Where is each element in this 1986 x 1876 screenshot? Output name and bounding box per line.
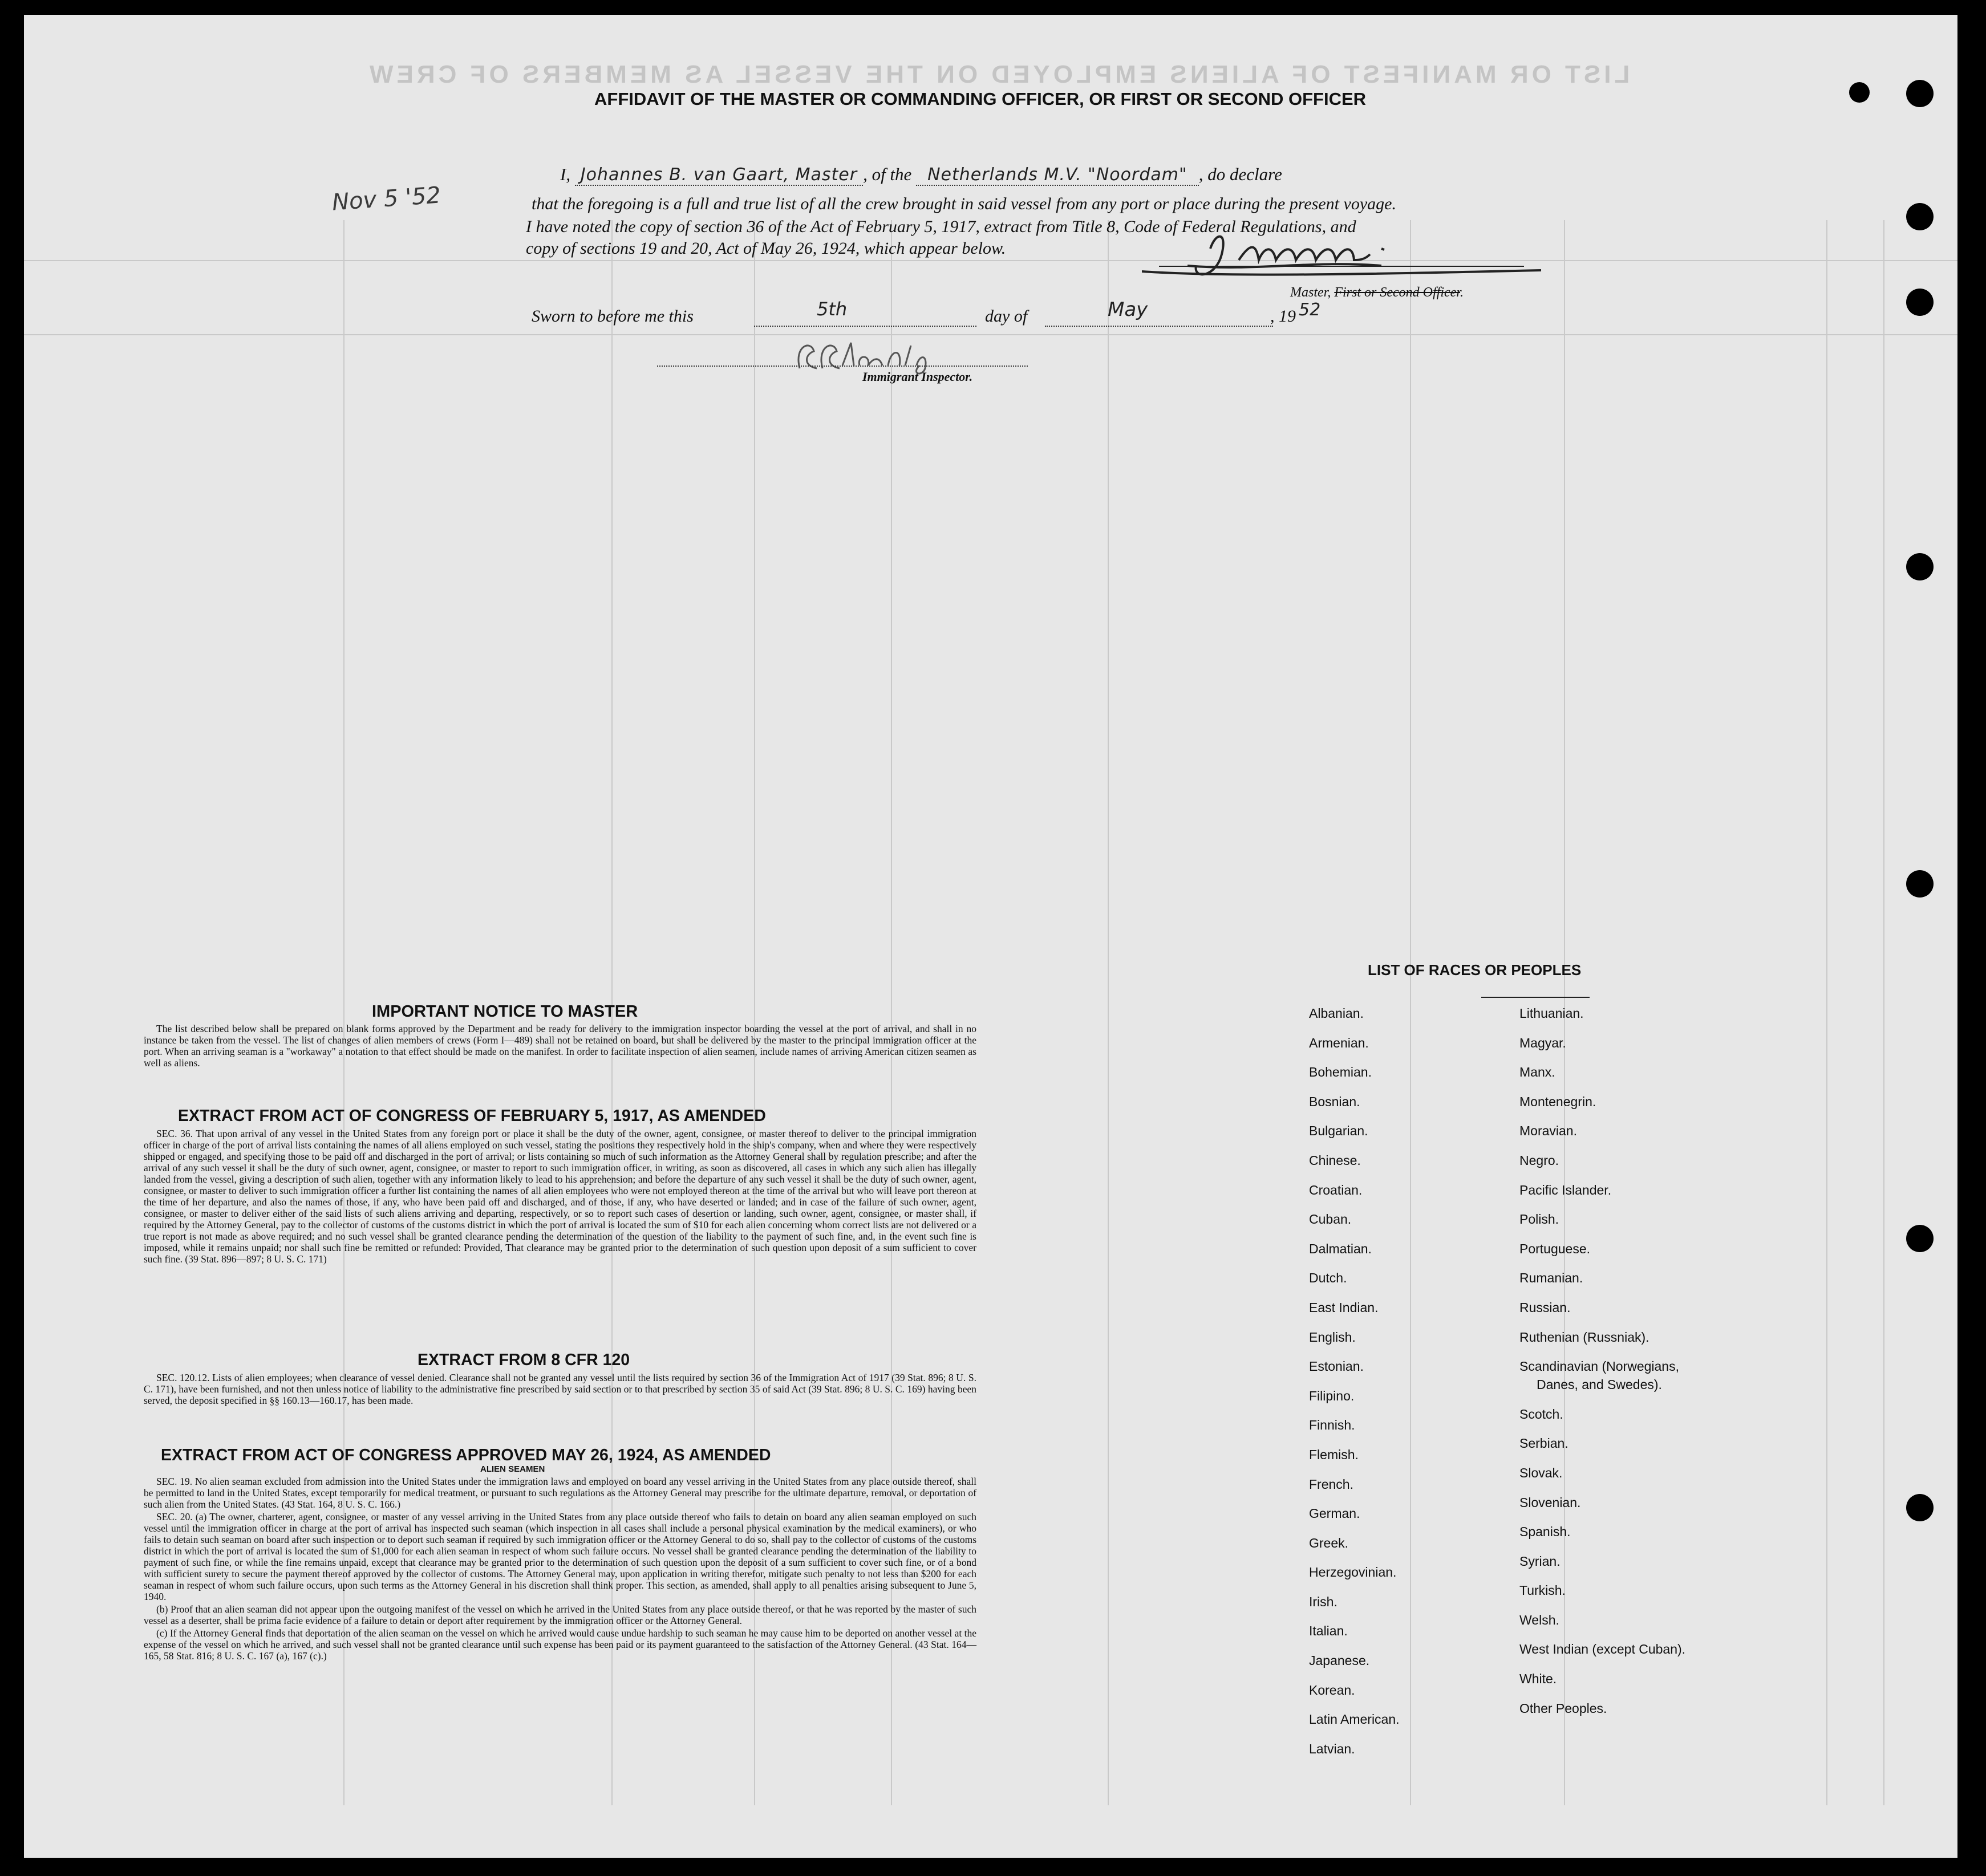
punch-hole bbox=[1906, 553, 1934, 580]
race-item: Bohemian. bbox=[1309, 1065, 1372, 1080]
reverse-bleed-column bbox=[1826, 220, 1827, 1805]
race-item: Scandinavian (Norwegians, bbox=[1519, 1359, 1679, 1374]
race-item: Rumanian. bbox=[1519, 1270, 1583, 1286]
race-item: Negro. bbox=[1519, 1152, 1559, 1168]
affidavit-title: AFFIDAVIT OF THE MASTER OR COMMANDING OFFICER, OR FIRST OR SECOND OFFICER bbox=[594, 89, 1367, 109]
race-item: Serbian. bbox=[1519, 1436, 1568, 1451]
notice-text: The list described below shall be prepared on blank forms approved by the Department and be ready for delivery to the immigration inspector boarding the vessel at the port of arrival, and shall in no instance be taken from the vessel. The list of changes of alien members of crews (Form I—489) shall not be retained on board, but shall be delivered by the master to the principal immigration officer at the port. When an arriving seaman is a "workaway" a notation to that effect should be made on the manifest. In order to facilitate inspection of alien seamen, include names of arriving American citizen seamen as well as aliens. bbox=[144, 1023, 976, 1069]
race-item: West Indian (except Cuban). bbox=[1519, 1642, 1686, 1657]
extract-cfr-title: EXTRACT FROM 8 CFR 120 bbox=[418, 1351, 630, 1369]
vessel-name: Netherlands M.V. "Noordam" bbox=[916, 165, 1199, 186]
signature-caption: Master, First or Second Officer. bbox=[1290, 285, 1464, 300]
race-item: Korean. bbox=[1309, 1682, 1355, 1698]
extract-1917-text: SEC. 36. That upon arrival of any vessel in the United States from any foreign port or place it shall be the duty of the owner, agent, consignee, or master thereof to deliver to the principal immigration officer in charge of the port of arrival lists containing the names of all aliens employed on such vessel, stating the positions they respectively hold in the ship's company, when and where they were respectively shipped or engaged, and specifying those to be paid off and discharged in the port of arrival; or lists containing so much of such information as the Attorney General shall by regulation prescribe; and after the arrival of any such vessel it shall be the duty of such owner, agent, consignee, or master to report to such immigration officer, in writing, as soon as discovered, all cases in which any such alien has illegally landed from the vessel, giving a description of such alien, together with any information likely to lead to his apprehension; and before the departure of any such vessel it shall be the duty of such owner, agent, consignee, or master to deliver to such immigration officer a further list containing the names of all alien employees who were not employed thereon at the time of the arrival but who will leave port thereon at the time of her departure, and also the names of those, if any, who have been paid off and discharged, and of those, if any, who have deserted or landed; and in case of the failure of such owner, agent, consignee, or master to deliver either of the said lists of such aliens arriving and departing, respectively, or so to report such cases of desertion or landing, such owner, agent, consignee, or master shall, if required by the Attorney General, pay to the collector of customs of the customs district in which the port of arrival is located the sum of $10 for each alien concerning whom correct lists are not delivered or a true report is not made as above required; and no such vessel shall be granted clearance pending the determination of the question of the liability to the payment of such fine, and, in the event such fine is imposed, while it remains unpaid; nor shall such fine be remitted or refunded: Provided, That clearance may be granted prior to the determination of such question upon deposit of a sum sufficient to cover such fine. (39 Stat. 896—897; 8 U. S. C. 171) bbox=[144, 1128, 976, 1265]
race-item: Russian. bbox=[1519, 1300, 1571, 1315]
inspector-caption: Immigrant Inspector. bbox=[862, 369, 973, 384]
sworn-month-line bbox=[1045, 326, 1273, 327]
race-item: Moravian. bbox=[1519, 1123, 1577, 1139]
extract-1924-subtitle: ALIEN SEAMEN bbox=[480, 1464, 545, 1474]
extract-cfr-text: SEC. 120.12. Lists of alien employees; when clearance of vessel denied. Clearance shall not be granted any vessel until the lists required by section 36 of the Immigration Act of 1917 (39 Stat. 896; 8 U. S. C. 171), have been furnished, and not then unless notice of liability to the administrative fine prescribed by said section or to that prescribed by section 35 of said Act (39 Stat. 896; 8 U. S. C. 169) having been served, the deposit specified in §§ 160.13—160.17, has been made. bbox=[144, 1372, 976, 1406]
race-item: Portuguese. bbox=[1519, 1241, 1591, 1256]
race-item: English. bbox=[1309, 1329, 1356, 1345]
punch-hole bbox=[1906, 870, 1934, 898]
race-item: Slovak. bbox=[1519, 1465, 1563, 1480]
race-item: Dalmatian. bbox=[1309, 1241, 1372, 1256]
extract-1917-title: EXTRACT FROM ACT OF CONGRESS OF FEBRUARY 5, 1917, AS AMENDED bbox=[178, 1107, 766, 1125]
extract-1924-title: EXTRACT FROM ACT OF CONGRESS APPROVED MAY 26, 1924, AS AMENDED bbox=[161, 1446, 771, 1464]
race-item: Cuban. bbox=[1309, 1212, 1352, 1227]
race-item: Chinese. bbox=[1309, 1152, 1361, 1168]
race-item: Croatian. bbox=[1309, 1182, 1363, 1197]
race-item: East Indian. bbox=[1309, 1300, 1379, 1315]
race-item: Slovenian. bbox=[1519, 1495, 1581, 1510]
reverse-bleed-title: LIST OR MANIFEST OF ALIENS EMPLOYED ON THE VESSEL AS MEMBERS OF CREW bbox=[366, 60, 1630, 88]
races-column-2 bbox=[1519, 1006, 1685, 1730]
race-item: Flemish. bbox=[1309, 1447, 1359, 1462]
reverse-bleed-column bbox=[1108, 220, 1109, 1805]
sworn-mid: day of bbox=[985, 307, 1028, 326]
master-name: Johannes B. van Gaart, Master bbox=[575, 165, 863, 186]
master-signature-line bbox=[1159, 266, 1524, 267]
affidavit-line-1: I, Johannes B. van Gaart, Master , of the Netherlands M.V. "Noordam" , do declare bbox=[560, 164, 1282, 185]
punch-hole bbox=[1906, 1225, 1934, 1252]
race-item: Armenian. bbox=[1309, 1035, 1369, 1050]
race-item: Italian. bbox=[1309, 1623, 1348, 1639]
race-item: Spanish. bbox=[1519, 1524, 1571, 1540]
race-item: Herzegovinian. bbox=[1309, 1565, 1397, 1580]
race-item: Latin American. bbox=[1309, 1712, 1400, 1727]
reverse-bleed-column bbox=[1410, 220, 1411, 1805]
punch-hole bbox=[1906, 203, 1934, 230]
race-item: Albanian. bbox=[1309, 1006, 1364, 1021]
affidavit-line-4: copy of sections 19 and 20, Act of May 26, 1924, which appear below. bbox=[526, 239, 1006, 258]
race-item: Pacific Islander. bbox=[1519, 1182, 1612, 1197]
race-item: Ruthenian (Russniak). bbox=[1519, 1329, 1649, 1345]
race-item: Bosnian. bbox=[1309, 1094, 1360, 1109]
race-item: Greek. bbox=[1309, 1535, 1349, 1550]
race-item: Irish. bbox=[1309, 1594, 1337, 1609]
race-item: Bulgarian. bbox=[1309, 1123, 1368, 1139]
race-item: Danes, and Swedes). bbox=[1537, 1377, 1662, 1392]
reverse-bleed-rule bbox=[24, 260, 1957, 261]
affidavit-line-2: that the foregoing is a full and true list of all the crew brought in said vessel from any port or place during the present voyage. bbox=[532, 194, 1396, 213]
race-item: French. bbox=[1309, 1476, 1353, 1492]
master-signature bbox=[1142, 226, 1553, 289]
races-column-1 bbox=[1309, 1006, 1400, 1771]
sworn-month: May bbox=[1108, 298, 1148, 321]
race-item: Finnish. bbox=[1309, 1418, 1355, 1433]
race-item: Manx. bbox=[1519, 1065, 1555, 1080]
affidavit-line-3: I have noted the copy of section 36 of the Act of February 5, 1917, extract from Title 8, Code of Federal Regulations, and bbox=[526, 217, 1356, 236]
race-item: Dutch. bbox=[1309, 1270, 1347, 1286]
race-item: Other Peoples. bbox=[1519, 1700, 1607, 1716]
sworn-day: 5th bbox=[817, 298, 848, 320]
races-title-rule bbox=[1481, 997, 1590, 998]
inspector-line bbox=[657, 366, 1028, 367]
sworn-year: 52 bbox=[1299, 300, 1321, 320]
handwritten-note: Nov 5 '52 bbox=[331, 182, 442, 216]
race-item: Latvian. bbox=[1309, 1741, 1355, 1756]
punch-hole bbox=[1906, 289, 1934, 316]
punch-hole bbox=[1906, 1494, 1934, 1521]
race-item: German. bbox=[1309, 1506, 1360, 1521]
race-item: Syrian. bbox=[1519, 1553, 1561, 1569]
races-title: LIST OF RACES OR PEOPLES bbox=[1368, 961, 1582, 978]
punch-hole bbox=[1906, 80, 1934, 107]
notice-title: IMPORTANT NOTICE TO MASTER bbox=[372, 1002, 638, 1021]
extract-1924-text: SEC. 19. No alien seaman excluded from admission into the United States under the immigration laws and employed on board any vessel arriving in the United States from any place outside thereof, shall be permitted to land in the United States, except temporarily for medical treatment, or pursuant to such regulations as the Attorney General may prescribe for the ultimate departure, removal, or deportation of such alien from the United States. (43 Stat. 164, 8 U. S. C. 166.) SEC. 20. (a) The owner, charterer, agent, consignee, or master of any vessel arriving in the United States from any place outside thereof who fails to detain on board any alien seaman employed on such vessel until the immigration officer in charge at the port of arrival has inspected such seaman (which inspection in all cases shall include a personal physical examination by the medical examiners), or who fails to detain such seaman on board after such inspection or to deport such seaman if required by such immigration officer or the Attorney General to do so, shall pay to the collector of customs of the customs district in which the port of arrival is located the sum of $1,000 for each alien seaman in respect of whom such failure occurs. No vessel shall be granted clearance pending the determination of the liability to payment of such fine, or while the fine remains unpaid, except that clearance may be granted prior to the determination of such question upon the deposit of a sum sufficient to cover such fine, or of a bond with sufficient surety to secure the payment thereof approved by the collector of customs. The Attorney General may, upon application in writing therefor, mitigate such penalty to not less than $200 for each seaman in respect of whom such failure occurs, upon such terms as the Attorney General in his discretion shall think proper. This section, as amended, shall apply to all penalties arising subsequent to June 5, 1940. (b) Proof that an alien seaman did not appear upon the outgoing manifest of the vessel on which he arrived in the United States from any place outside thereof, or that he was reported by the master of such vessel as a deserter, shall be prima facie evidence of a failure to detain or deport after requirement by the immigration officer or the Attorney General. (c) If the Attorney General finds that deportation of the alien seaman on the vessel on which he arrived would cause undue hardship to such seaman he may cause him to be deported on another vessel at the expense of the vessel on which he arrived, and such vessel shall not be granted clearance until such expense has been paid or its payment guaranteed to the satisfaction of the Attorney General. (43 Stat. 164—165, 58 Stat. 816; 8 U. S. C. 167 (a), 167 (c).) bbox=[144, 1476, 976, 1662]
race-item: Turkish. bbox=[1519, 1583, 1566, 1598]
race-item: Filipino. bbox=[1309, 1388, 1355, 1403]
reverse-bleed-column bbox=[1883, 220, 1884, 1805]
punch-hole bbox=[1849, 82, 1870, 103]
race-item: Estonian. bbox=[1309, 1359, 1364, 1374]
sworn-prefix: Sworn to before me this bbox=[532, 307, 694, 326]
race-item: Magyar. bbox=[1519, 1035, 1566, 1050]
sworn-day-line bbox=[754, 326, 976, 327]
sworn-year-prefix: , 19 bbox=[1270, 307, 1296, 326]
manifest-page bbox=[24, 15, 1957, 1858]
race-item: Polish. bbox=[1519, 1212, 1559, 1227]
race-item: Scotch. bbox=[1519, 1406, 1563, 1422]
race-item: Japanese. bbox=[1309, 1653, 1370, 1668]
race-item: Montenegrin. bbox=[1519, 1094, 1596, 1109]
race-item: Lithuanian. bbox=[1519, 1006, 1584, 1021]
race-item: Welsh. bbox=[1519, 1612, 1559, 1627]
race-item: White. bbox=[1519, 1671, 1557, 1687]
